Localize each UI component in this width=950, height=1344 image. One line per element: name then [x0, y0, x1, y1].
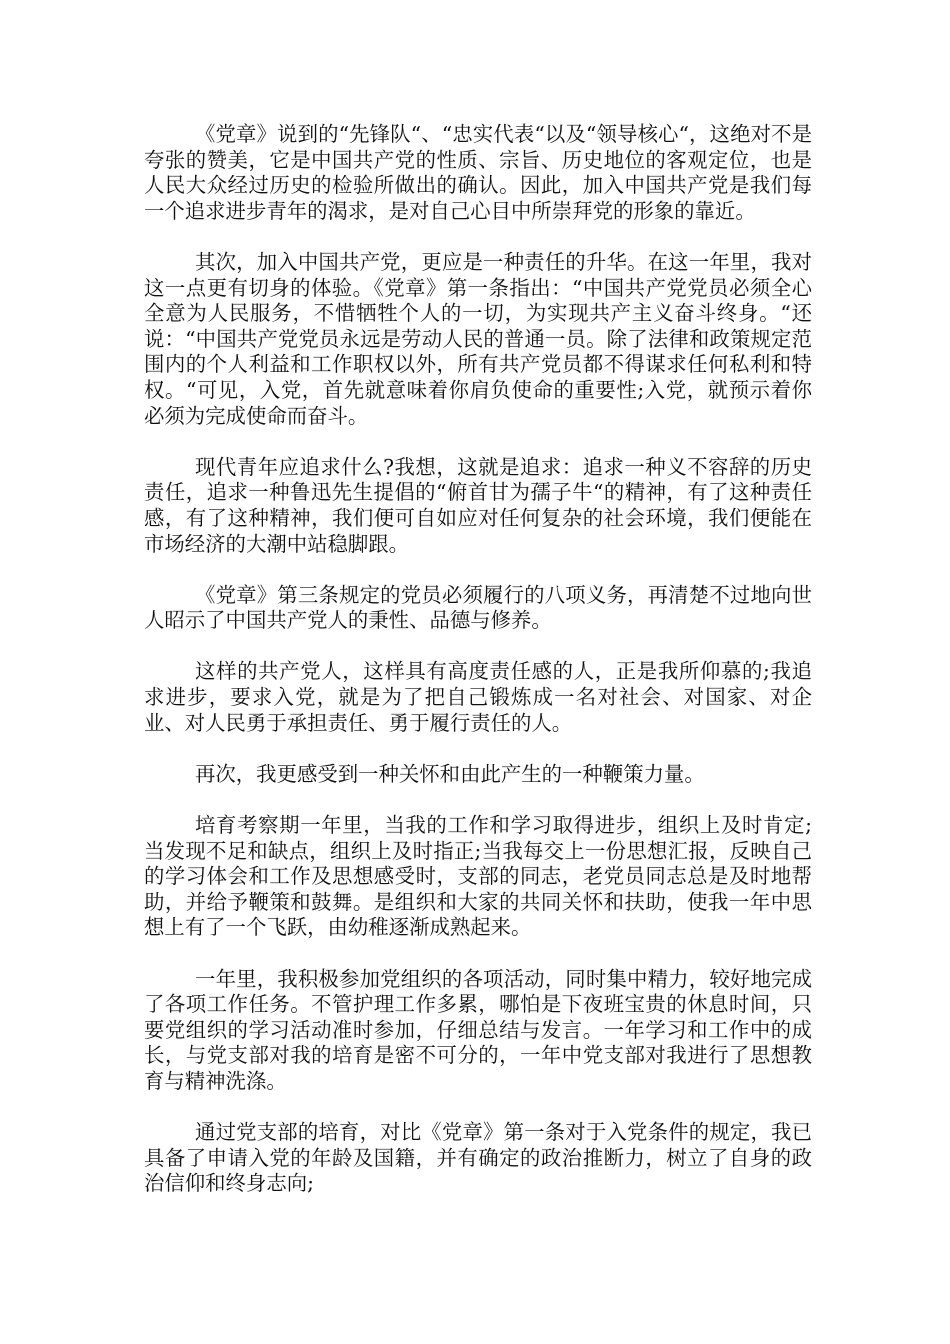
- paragraph: 《党章》说到的“先锋队“、“忠实代表“以及“领导核心“，这绝对不是夸张的赞美，它是中国共产党的性质、宗旨、历史地位的客观定位，也是人民大众经过历史的检验所做出的确认。因此，加入中国共产党是我们每一个追求进步青年的渴求，是对自己心目中所崇拜党的形象的靠近。: [144, 122, 812, 223]
- paragraph: 这样的共产党人，这样具有高度责任感的人，正是我所仰慕的;我追求进步，要求入党，就是为了把自己锻炼成一名对社会、对国家、对企业、对人民勇于承担责任、勇于履行责任的人。: [144, 659, 812, 735]
- paragraph: 其次，加入中国共产党，更应是一种责任的升华。在这一年里，我对这一点更有切身的体验。《党章》第一条指出：“中国共产党党员必须全心全意为人民服务，不惜牺牲个人的一切，为实现共产主义奋斗终身。“还说：“中国共产党党员永远是劳动人民的普通一员。除了法律和政策规定范围内的个人利益和工作职权以外，所有共产党员都不得谋求任何私利和特权。“可见，入党，首先就意味着你肩负使命的重要性;入党，就预示着你必须为完成使命而奋斗。: [144, 249, 812, 428]
- document-body: [144, 122, 812, 1223]
- paragraph: 《党章》第三条规定的党员必须履行的八项义务，再清楚不过地向世人昭示了中国共产党人的秉性、品德与修养。: [144, 582, 812, 633]
- paragraph: 再次，我更感受到一种关怀和由此产生的一种鞭策力量。: [195, 761, 705, 786]
- paragraph: 现代青年应追求什么?我想，这就是追求：追求一种义不容辞的历史责任，追求一种鲁迅先生提倡的“俯首甘为孺子牛“的精神，有了这种责任感，有了这种精神，我们便可自如应对任何复杂的社会环境，我们便能在市场经济的大潮中站稳脚跟。: [144, 454, 812, 556]
- paragraph: 一年里，我积极参加党组织的各项活动，同时集中精力，较好地完成了各项工作任务。不管护理工作多累，哪怕是下夜班宝贵的休息时间，只要党组织的学习活动准时参加，仔细总结与发言。一年学习和工作中的成长，与党支部对我的培育是密不可分的，一年中党支部对我进行了思想教育与精神洗涤。: [144, 966, 812, 1093]
- paragraph: 培育考察期一年里，当我的工作和学习取得进步，组织上及时肯定;当发现不足和缺点，组织上及时指正;当我每交上一份思想汇报，反映自己的学习体会和工作及思想感受时，支部的同志，老党员同志总是及时地帮助，并给予鞭策和鼓舞。是组织和大家的共同关怀和扶助，使我一年中思想上有了一个飞跃，由幼稚逐渐成熟起来。: [144, 813, 812, 940]
- paragraph: 通过党支部的培育，对比《党章》第一条对于入党条件的规定，我已具备了申请入党的年龄及国籍，并有确定的政治推断力，树立了自身的政治信仰和终身志向;: [144, 1120, 812, 1196]
